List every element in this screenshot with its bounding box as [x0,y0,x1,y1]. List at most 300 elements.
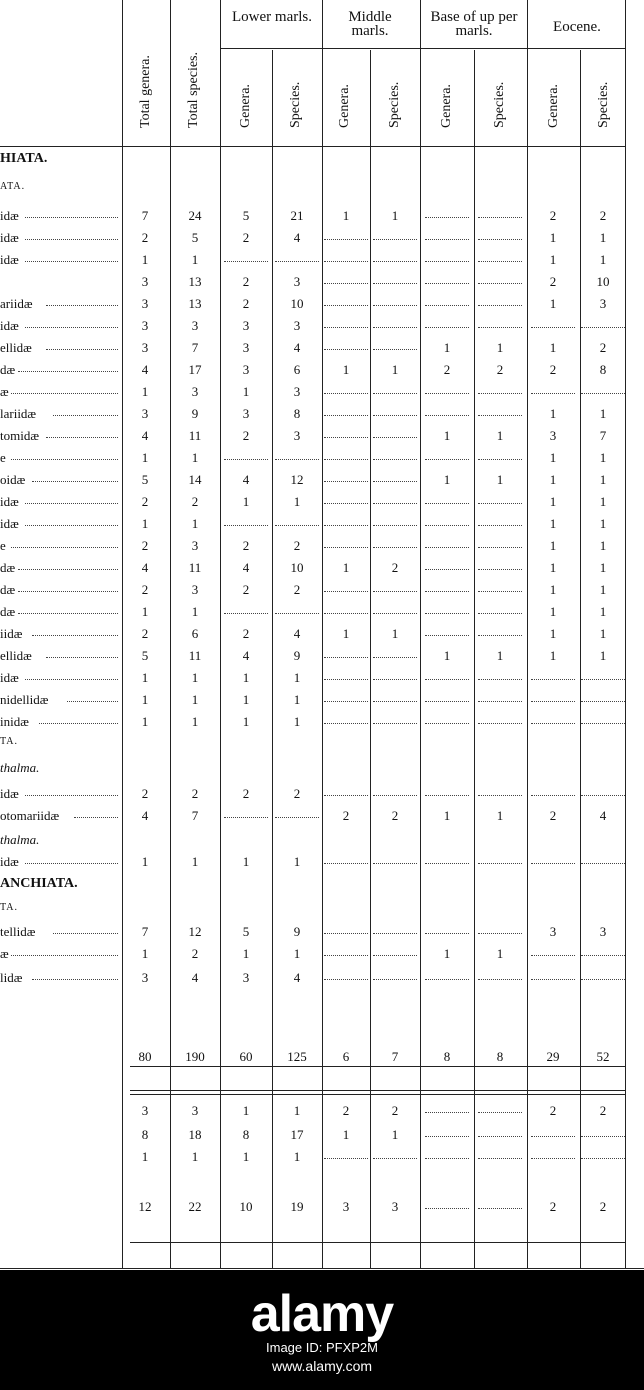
table-cell: 1 [599,450,607,465]
table-cell: 1 [599,582,607,597]
empty-cell-dots [531,795,575,796]
leader-dots [25,863,118,864]
table-cell: 3 [242,362,250,377]
empty-cell-dots [478,569,522,570]
leader-dots [25,261,118,262]
empty-cell-dots [373,723,417,724]
empty-cell-dots [324,481,368,482]
empty-cell-dots [478,701,522,702]
table-cell: 3 [141,970,149,985]
table-cell: 2 [191,494,199,509]
table-cell: 14 [188,472,202,487]
table-row [0,315,644,337]
empty-cell-dots [373,349,417,350]
table-cell: 2 [443,362,451,377]
rule-subheader [220,48,625,49]
empty-cell-dots [324,863,368,864]
table-cell: 2 [242,428,250,443]
table-cell: 1 [141,384,149,399]
table-cell: 1 [599,538,607,553]
table-cell: 2 [342,808,350,823]
empty-cell-dots [324,305,368,306]
empty-cell-dots [425,613,469,614]
table-row [0,425,644,447]
leader-dots [25,239,118,240]
leader-dots [39,723,118,724]
header-lower-species: Species. [288,81,303,128]
leader-dots [32,481,118,482]
row-label: idæ [0,854,19,869]
table-cell: 1 [549,494,557,509]
table-cell: 1 [342,560,350,575]
table-cell: 1 [391,626,399,641]
empty-cell-dots [478,415,522,416]
leader-dots [18,569,118,570]
table-cell: 7 [191,808,199,823]
table-cell: 1 [141,670,149,685]
table-cell: 2 [141,230,149,245]
empty-cell-dots [425,979,469,980]
watermark-footer [0,1270,644,1390]
empty-cell-dots [275,525,319,526]
table-cell: 8 [242,1127,250,1142]
table-cell: 3 [191,582,199,597]
empty-cell-dots [478,327,522,328]
row-label: ariidæ [0,296,33,311]
empty-cell-dots [373,481,417,482]
table-cell: 12 [188,924,202,939]
row-label: TA. [0,902,19,913]
empty-cell-dots [425,795,469,796]
empty-cell-dots [224,525,268,526]
table-cell: 3 [391,1199,399,1214]
empty-cell-dots [373,503,417,504]
header-eocene-species: Species. [596,81,611,128]
table-cell: 1 [549,648,557,663]
table-cell: 7 [141,924,149,939]
table-cell: 1 [391,362,399,377]
table-cell: 1 [141,692,149,707]
table-cell: 1 [496,648,504,663]
table-cell: 1 [599,604,607,619]
empty-cell-dots [373,613,417,614]
empty-cell-dots [324,261,368,262]
table-row [0,249,644,271]
empty-cell-dots [324,393,368,394]
table-cell: 4 [242,560,250,575]
table-cell: 1 [549,538,557,553]
leader-dots [32,635,118,636]
empty-cell-dots [531,723,575,724]
table-cell: 2 [391,1103,399,1118]
empty-cell-dots [324,239,368,240]
table-row [0,851,644,873]
empty-cell-dots [373,955,417,956]
table-cell: 125 [287,1049,307,1064]
empty-cell-dots [478,613,522,614]
leader-dots [18,613,118,614]
empty-cell-dots [275,817,319,818]
empty-cell-dots [425,525,469,526]
table-cell: 7 [191,340,199,355]
empty-cell-dots [478,525,522,526]
empty-cell-dots [324,349,368,350]
table-cell: 2 [549,1103,557,1118]
table-row [0,381,644,403]
empty-cell-dots [425,933,469,934]
empty-cell-dots [224,459,268,460]
table-cell: 4 [141,560,149,575]
leader-dots [46,437,118,438]
table-cell: 10 [239,1199,253,1214]
empty-cell-dots [581,679,625,680]
leader-dots [18,371,118,372]
empty-cell-dots [478,795,522,796]
table-cell: 19 [290,1199,304,1214]
empty-cell-dots [324,933,368,934]
rule-header-bottom [0,146,625,147]
table-cell: 12 [290,472,304,487]
row-label: dæ [0,362,16,377]
empty-cell-dots [478,547,522,548]
empty-cell-dots [478,459,522,460]
table-cell: 2 [191,946,199,961]
empty-cell-dots [224,261,268,262]
empty-cell-dots [425,217,469,218]
row-label: HIATA. [0,151,48,166]
table-cell: 1 [191,604,199,619]
table-cell: 3 [242,340,250,355]
empty-cell-dots [224,613,268,614]
empty-cell-dots [425,415,469,416]
empty-cell-dots [324,547,368,548]
header-middle-marls: Middle marls. [348,9,392,39]
table-cell: 8 [293,406,301,421]
row-label: idæ [0,252,19,267]
row-label: oidæ [0,472,26,487]
empty-cell-dots [373,437,417,438]
table-cell: 2 [191,786,199,801]
table-row [0,1100,644,1122]
row-label: thalma. [0,760,40,775]
rule-page-bottom [0,1268,644,1269]
leader-dots [46,349,118,350]
table-cell: 1 [191,450,199,465]
empty-cell-dots [478,1136,522,1137]
empty-cell-dots [531,955,575,956]
row-label: ellidæ [0,648,32,663]
table-row [0,733,644,755]
leader-dots [74,817,118,818]
table-row [0,805,644,827]
leader-dots [32,979,118,980]
table-cell: 1 [342,362,350,377]
table-cell: 2 [549,208,557,223]
header-total-species: Total species. [186,52,201,128]
empty-cell-dots [425,701,469,702]
empty-cell-dots [373,415,417,416]
table-cell: 12 [138,1199,152,1214]
table-cell: 1 [191,252,199,267]
empty-cell-dots [324,955,368,956]
table-row [0,227,644,249]
table-cell: 2 [293,786,301,801]
empty-cell-dots [425,1208,469,1209]
table-row [0,359,644,381]
table-cell: 3 [293,384,301,399]
table-cell: 3 [141,296,149,311]
table-cell: 1 [496,808,504,823]
table-cell: 2 [242,582,250,597]
empty-cell-dots [324,979,368,980]
image-id-label: Image ID: PFXP2M [266,1340,378,1355]
table-cell: 11 [188,560,202,575]
table-cell: 4 [141,808,149,823]
empty-cell-dots [531,679,575,680]
empty-cell-dots [478,1208,522,1209]
empty-cell-dots [531,1136,575,1137]
table-cell: 2 [141,494,149,509]
table-row [0,943,644,965]
table-row [0,271,644,293]
leader-dots [11,393,118,394]
header-lower-marls: Lower marls. [232,9,312,25]
table-cell: 2 [293,538,301,553]
empty-cell-dots [478,393,522,394]
table-cell: 3 [342,1199,350,1214]
table-cell: 8 [599,362,607,377]
empty-cell-dots [373,795,417,796]
empty-cell-dots [425,261,469,262]
row-label: idæ [0,670,19,685]
table-row [0,645,644,667]
table-cell: 1 [191,1149,199,1164]
table-cell: 17 [290,1127,304,1142]
table-row [0,873,644,895]
row-label: dæ [0,582,16,597]
empty-cell-dots [425,723,469,724]
table-cell: 8 [496,1049,504,1064]
empty-cell-dots [224,817,268,818]
table-row [0,337,644,359]
table-cell: 1 [242,854,250,869]
empty-cell-dots [373,239,417,240]
table-row [0,513,644,535]
table-cell: 6 [342,1049,350,1064]
table-cell: 1 [191,714,199,729]
table-cell: 1 [191,692,199,707]
empty-cell-dots [581,701,625,702]
table-cell: 2 [141,626,149,641]
table-row [0,1196,644,1218]
empty-cell-dots [531,863,575,864]
table-row [0,469,644,491]
table-cell: 1 [242,714,250,729]
table-cell: 80 [138,1049,152,1064]
empty-cell-dots [425,679,469,680]
header-eocene: Eocene. [553,19,601,35]
leader-dots [11,955,118,956]
table-cell: 29 [546,1049,560,1064]
empty-cell-dots [324,283,368,284]
table-cell: 1 [141,714,149,729]
empty-cell-dots [324,525,368,526]
table-cell: 3 [191,318,199,333]
table-cell: 4 [293,340,301,355]
table-cell: 1 [599,648,607,663]
table-cell: 4 [242,648,250,663]
table-cell: 5 [242,208,250,223]
table-cell: 1 [599,252,607,267]
table-cell: 1 [242,384,250,399]
table-row [0,601,644,623]
empty-cell-dots [425,239,469,240]
table-cell: 2 [549,808,557,823]
empty-cell-dots [581,327,625,328]
table-cell: 10 [596,274,610,289]
table-row [0,967,644,989]
row-label: lariidæ [0,406,37,421]
empty-cell-dots [478,863,522,864]
empty-cell-dots [425,569,469,570]
table-row [0,921,644,943]
empty-cell-dots [425,459,469,460]
empty-cell-dots [531,327,575,328]
table-cell: 2 [141,582,149,597]
row-label: iidæ [0,626,23,641]
empty-cell-dots [425,1158,469,1159]
table-cell: 1 [141,516,149,531]
table-cell: 8 [443,1049,451,1064]
rule-total-bottom-1 [130,1090,625,1091]
table-cell: 1 [549,604,557,619]
empty-cell-dots [478,305,522,306]
empty-cell-dots [478,979,522,980]
header-lower-genera: Genera. [238,84,253,128]
table-row [0,403,644,425]
row-label: e [0,538,6,553]
table-cell: 4 [242,472,250,487]
empty-cell-dots [581,795,625,796]
empty-cell-dots [324,437,368,438]
table-cell: 1 [549,340,557,355]
empty-cell-dots [324,327,368,328]
empty-cell-dots [478,635,522,636]
row-label: inidæ [0,714,29,729]
table-cell: 1 [141,1149,149,1164]
table-cell: 3 [191,384,199,399]
table-cell: 4 [293,626,301,641]
table-cell: 10 [290,560,304,575]
table-cell: 1 [549,230,557,245]
table-cell: 1 [191,516,199,531]
table-cell: 1 [342,208,350,223]
row-label: æ [0,384,9,399]
table-cell: 5 [191,230,199,245]
rule-total-bottom-2 [130,1094,625,1095]
empty-cell-dots [324,679,368,680]
table-cell: 2 [496,362,504,377]
table-cell: 1 [191,854,199,869]
table-cell: 1 [293,714,301,729]
empty-cell-dots [373,305,417,306]
table-cell: 1 [293,670,301,685]
table-cell: 2 [599,340,607,355]
table-row [0,1124,644,1146]
table-cell: 3 [141,340,149,355]
table-cell: 52 [596,1049,610,1064]
table-row [0,667,644,689]
table-cell: 1 [549,450,557,465]
table-cell: 1 [391,1127,399,1142]
empty-cell-dots [373,591,417,592]
table-cell: 3 [191,538,199,553]
table-cell: 2 [599,1199,607,1214]
table-cell: 1 [342,1127,350,1142]
table-row [0,447,644,469]
table-cell: 2 [549,362,557,377]
table-cell: 1 [242,692,250,707]
table-cell: 2 [391,560,399,575]
table-row [0,579,644,601]
leader-dots [25,525,118,526]
empty-cell-dots [373,1158,417,1159]
empty-cell-dots [324,591,368,592]
table-cell: 1 [549,582,557,597]
empty-cell-dots [425,393,469,394]
table-cell: 8 [141,1127,149,1142]
table-cell: 1 [391,208,399,223]
empty-cell-dots [324,701,368,702]
empty-cell-dots [425,305,469,306]
table-cell: 1 [549,560,557,575]
empty-cell-dots [581,1158,625,1159]
table-row [0,148,644,170]
table-cell: 1 [141,604,149,619]
empty-cell-dots [531,393,575,394]
table-cell: 2 [242,274,250,289]
table-cell: 9 [293,648,301,663]
empty-cell-dots [478,503,522,504]
table-row [0,783,644,805]
table-cell: 1 [599,560,607,575]
header-total-genera: Total genera. [138,55,153,128]
table-cell: 6 [191,626,199,641]
empty-cell-dots [373,283,417,284]
table-cell: 4 [599,808,607,823]
empty-cell-dots [324,1158,368,1159]
table-cell: 2 [391,808,399,823]
leader-dots [25,795,118,796]
empty-cell-dots [478,679,522,680]
leader-dots [67,701,118,702]
table-cell: 22 [188,1199,202,1214]
empty-cell-dots [531,1158,575,1159]
table-cell: 3 [141,1103,149,1118]
table-cell: 1 [342,626,350,641]
empty-cell-dots [425,1112,469,1113]
table-cell: 1 [141,252,149,267]
table-cell: 1 [549,252,557,267]
row-label: tomidæ [0,428,40,443]
row-label: lidæ [0,970,23,985]
table-row [0,178,644,200]
table-row [0,757,644,779]
row-label: otomariidæ [0,808,60,823]
empty-cell-dots [373,701,417,702]
empty-cell-dots [425,503,469,504]
empty-cell-dots [581,1136,625,1137]
